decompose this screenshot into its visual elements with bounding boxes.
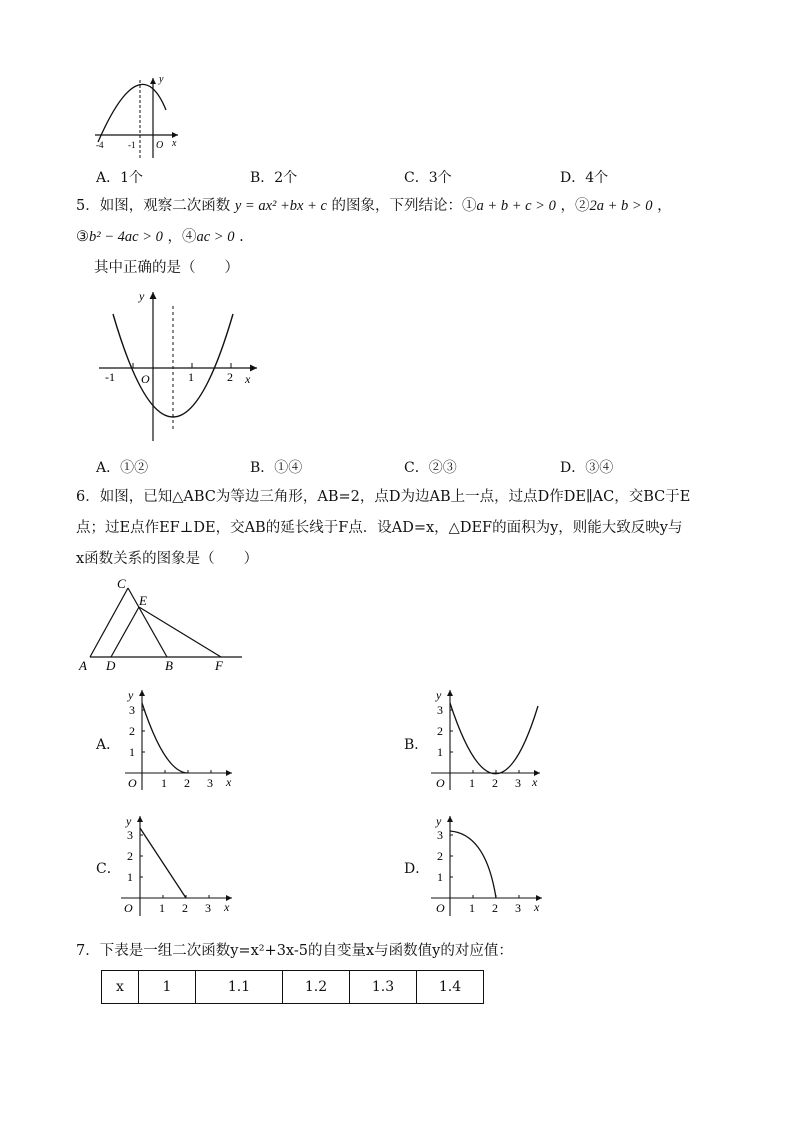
- table-cell: x: [102, 971, 139, 1004]
- q6-b-x-label: x: [532, 775, 538, 789]
- q6-a-origin: O: [128, 776, 137, 790]
- q6-label-d: D: [106, 658, 116, 673]
- q6-a-xtick-3: 3: [207, 776, 213, 790]
- q6-b-xtick-2: 2: [492, 776, 498, 790]
- q6-a-y-label: y: [128, 688, 134, 702]
- q4-y-label: y: [159, 74, 164, 85]
- q5-tick-minus1: -1: [105, 370, 115, 384]
- q6-option-b-letter[interactable]: B．: [404, 737, 429, 753]
- q6-question-line1: 6．如图，已知△ABC为等边三角形，AB=2，点D为边AB上一点，过点D作DE∥AC，交BC于E: [76, 489, 691, 505]
- q6-d-xtick-2: 2: [492, 901, 498, 915]
- q6-option-d-graph[interactable]: [426, 812, 550, 920]
- q4-option-a[interactable]: A．1个: [96, 170, 144, 186]
- q5-c2-expr: 2a + b > 0: [589, 198, 653, 214]
- q5-function: y = ax² +bx + c: [234, 198, 327, 214]
- q4-tick-minus1: -1: [128, 140, 136, 150]
- q5-question-line1: [76, 196, 672, 216]
- q6-option-b-graph[interactable]: [426, 686, 550, 794]
- q6-b-ytick-1: 1: [437, 745, 443, 759]
- q4-x-label: x: [172, 138, 177, 149]
- q4-option-b[interactable]: B．2个: [250, 170, 298, 186]
- q6-option-a-letter[interactable]: A．: [96, 737, 121, 753]
- q5-intro-tail: 的图象，下列结论：: [331, 198, 463, 214]
- q6-label-c: C: [117, 576, 126, 591]
- q6-d-ytick-1: 1: [437, 870, 443, 884]
- q4-tick-minus4: -4: [96, 140, 104, 150]
- q5-c4-mark: ④: [181, 229, 197, 245]
- q6-a-x-label: x: [226, 775, 232, 789]
- q6-d-origin: O: [436, 901, 445, 915]
- q6-option-c-graph[interactable]: [116, 812, 236, 920]
- table-cell: 1.3: [350, 971, 417, 1004]
- q6-c-xtick-1: 1: [159, 901, 165, 915]
- q6-a-ytick-2: 2: [129, 724, 135, 738]
- q6-b-ytick-3: 3: [437, 703, 443, 717]
- q6-label-a: A: [79, 658, 87, 673]
- q6-a-xtick-1: 1: [161, 776, 167, 790]
- q6-c-ytick-2: 2: [127, 849, 133, 863]
- q6-d-ytick-2: 2: [437, 849, 443, 863]
- q6-d-xtick-1: 1: [469, 901, 475, 915]
- q6-option-d-letter[interactable]: D．: [404, 861, 430, 877]
- q6-c-x-label: x: [224, 900, 230, 914]
- q6-d-y-label: y: [436, 814, 442, 828]
- q6-triangle-figure: [76, 574, 246, 674]
- q6-d-x-label: x: [534, 900, 540, 914]
- q6-c-xtick-3: 3: [205, 901, 211, 915]
- q5-c2-mark: ②: [574, 198, 590, 214]
- q6-a-xtick-2: 2: [184, 776, 190, 790]
- q5-c3-mark: ③: [76, 229, 89, 245]
- q5-period: .: [239, 229, 244, 245]
- q6-b-xtick-1: 1: [469, 776, 475, 790]
- q5-x-label: x: [245, 372, 251, 386]
- q4-option-c[interactable]: C．3个: [404, 170, 452, 186]
- q5-option-d[interactable]: D．③④: [560, 460, 614, 476]
- q6-d-xtick-3: 3: [515, 901, 521, 915]
- q6-label-b: B: [165, 658, 173, 673]
- q5-tick-1: 1: [188, 370, 194, 384]
- q6-c-ytick-3: 3: [127, 828, 133, 842]
- q6-option-a-graph[interactable]: [120, 686, 240, 794]
- q6-c-ytick-1: 1: [127, 870, 133, 884]
- q5-sep1: ，: [560, 198, 575, 214]
- q5-question-line3: 其中正确的是（ ）: [94, 260, 239, 276]
- q5-origin-label: O: [141, 372, 150, 386]
- q6-label-f: F: [215, 658, 223, 673]
- q6-question-line3: x函数关系的图象是（ ）: [76, 551, 259, 567]
- q6-c-xtick-2: 2: [182, 901, 188, 915]
- q4-origin-label: O: [156, 140, 164, 151]
- table-cell: 1.1: [196, 971, 283, 1004]
- q6-a-ytick-1: 1: [129, 745, 135, 759]
- q5-option-c[interactable]: C．②③: [404, 460, 457, 476]
- table-cell: 1: [139, 971, 196, 1004]
- q5-c3-expr: b² − 4ac > 0: [89, 229, 163, 245]
- table-row: [102, 971, 484, 1004]
- q5-intro: 5．如图，观察二次函数: [76, 198, 231, 214]
- q6-c-y-label: y: [126, 814, 132, 828]
- q5-question-line2: [76, 227, 244, 247]
- table-cell: 1.2: [283, 971, 350, 1004]
- q5-option-a[interactable]: A．①②: [96, 460, 149, 476]
- q6-d-ytick-3: 3: [437, 828, 443, 842]
- q5-parabola-graph: [95, 286, 265, 446]
- q7-question-line1: 7．下表是一组二次函数y=x²+3x-5的自变量x与函数值y的对应值：: [76, 943, 513, 959]
- q6-b-y-label: y: [436, 688, 442, 702]
- q5-c1-expr: a + b + c > 0: [476, 198, 556, 214]
- q5-c4-expr: ac > 0: [196, 229, 235, 245]
- q6-b-origin: O: [436, 776, 445, 790]
- q6-label-e: E: [139, 593, 147, 608]
- table-cell: 1.4: [417, 971, 484, 1004]
- q6-b-ytick-2: 2: [437, 724, 443, 738]
- q6-c-origin: O: [124, 901, 133, 915]
- q5-sep2: ，: [657, 198, 672, 214]
- q6-option-c-letter[interactable]: C．: [96, 861, 121, 877]
- q4-option-d[interactable]: D．4个: [560, 170, 609, 186]
- q6-b-xtick-3: 3: [515, 776, 521, 790]
- q6-a-ytick-3: 3: [129, 703, 135, 717]
- q5-y-label: y: [139, 289, 145, 303]
- q7-value-table: [101, 970, 484, 1004]
- q5-c1-mark: ①: [462, 198, 477, 214]
- q5-sep3: ，: [167, 229, 182, 245]
- q6-question-line2: 点；过E点作EF⊥DE，交AB的延长线于F点．设AD=x，△DEF的面积为y，则能大致反映y与: [76, 520, 683, 536]
- q4-parabola-graph: [90, 72, 190, 160]
- q5-tick-2: 2: [227, 370, 233, 384]
- q5-option-b[interactable]: B．①④: [250, 460, 303, 476]
